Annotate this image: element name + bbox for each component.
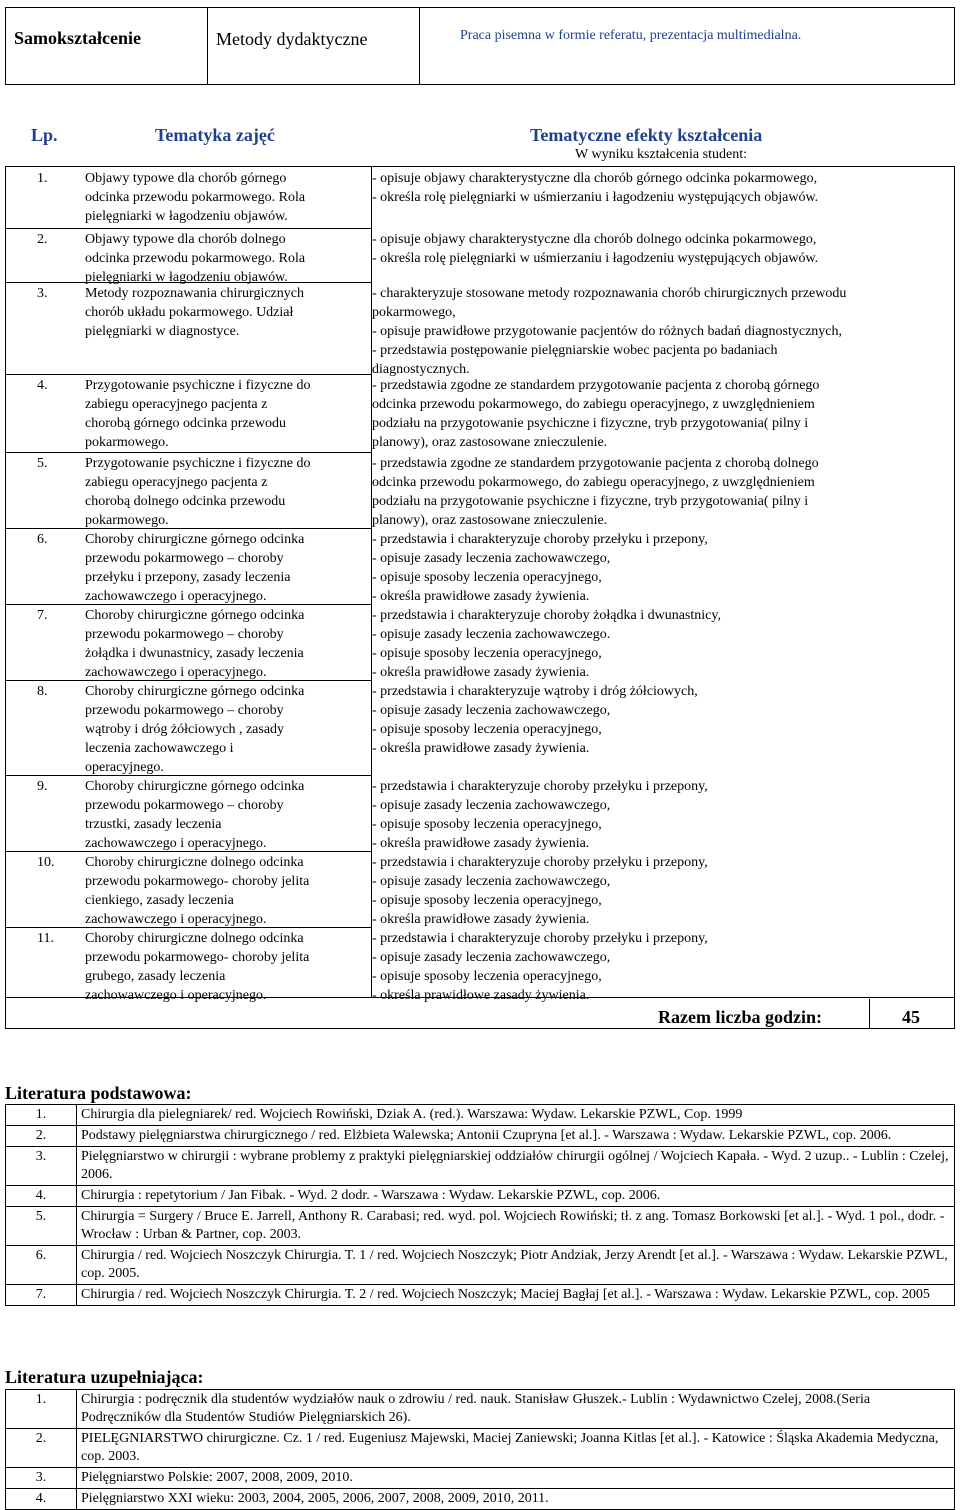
row-divider (6, 228, 371, 229)
literature-text: Podstawy pielęgniarstwa chirurgicznego / red. Elżbieta Walewska; Antonii Czupryna [et al.]. - Warszawa : Wydaw. Lekarskie PZWL, cop. 2006. (77, 1126, 955, 1147)
basic-literature-table (5, 1104, 955, 1306)
topic-effects: - przedstawia i charakteryzuje choroby przełyku i przepony, - opisuje zasady leczenia zachowawczego, - opisuje sposoby leczenia operacyjnego, - określa prawidłowe zasady żywienia. (372, 855, 708, 927)
total-hours-value: 45 (902, 1007, 920, 1027)
topic-text: Metody rozpoznawania chirurgicznych chorób układu pokarmowego. Udział pielęgniarki w diagnostyce. (85, 286, 304, 339)
topic-number: 9. (37, 779, 48, 794)
literature-text: Chirurgia / red. Wojciech Noszczyk Chirurgia. T. 2 / red. Wojciech Noszczyk; Maciej Bagłaj [et al.]. - Warszawa : Wydaw. Lekarskie PZWL, cop. 2005 (77, 1285, 955, 1306)
topic-text: Choroby chirurgiczne górnego odcinka przewodu pokarmowego – choroby wątroby i dróg żółciowych , zasady leczenia zachowawczego i operacyjnego. (85, 684, 305, 775)
self-study-label: Samokształcenie (6, 8, 208, 85)
literature-text: Chirurgia : podręcznik dla studentów wydziałów nauk o zdrowiu / red. nauk. Stanisław Głuszek.- Lublin : Wydawnictwo Czelej, 2008.(Seria Podręczników dla Studentów Studiów Pielęgniarskich 26). (77, 1390, 955, 1429)
topic-text: Choroby chirurgiczne dolnego odcinka przewodu pokarmowego- choroby jelita grubego, zasady leczenia zachowawczego i operacyjnego. (85, 931, 310, 1003)
literature-text: Pielęgniarstwo XXI wieku: 2003, 2004, 2005, 2006, 2007, 2008, 2009, 2010, 2011. (77, 1489, 955, 1510)
row-divider (6, 282, 371, 283)
topic-number: 8. (37, 684, 48, 699)
topic-number: 1. (37, 171, 48, 186)
row-divider (6, 528, 371, 529)
topic-effects: - przedstawia i charakteryzuje choroby żołądka i dwunastnicy, - opisuje zasady leczenia zachowawczego. - opisuje sposoby leczenia operacyjnego, - określa prawidłowe zasady żywienia. (372, 608, 721, 680)
literature-item (6, 1429, 955, 1468)
topic-text: Objawy typowe dla chorób dolnego odcinka przewodu pokarmowego. Rola pielęgniarki w łagodzeniu objawów. (85, 232, 306, 285)
literature-text: Chirurgia / red. Wojciech Noszczyk Chirurgia. T. 1 / red. Wojciech Noszczyk; Piotr Andziak, Jerzy Arendt [et al.]. - Warszawa : Wydaw. Lekarskie PZWL, cop. 2005. (77, 1246, 955, 1285)
topic-effects: - przedstawia zgodne ze standardem przygotowanie pacjenta z chorobą górnego odcinka przewodu pokarmowego, do zabiegu operacyjnego, z uwzględnieniem podziału na przygotowanie psychiczne i fizyczne, tryb przygotowania( pilny i planowy), oraz zastosowane znieczulenie. (372, 378, 820, 450)
topics-column-header: Tematyka zajęć (155, 125, 275, 145)
methods-value: Praca pisemna w formie referatu, prezentacja multimedialna. (420, 8, 955, 85)
literature-item (6, 1390, 955, 1429)
literature-number: 3. (6, 1468, 77, 1489)
literature-number: 7. (6, 1285, 77, 1306)
literature-item (6, 1105, 955, 1126)
row-divider (6, 927, 371, 928)
topic-text: Choroby chirurgiczne górnego odcinka przewodu pokarmowego – choroby przełyku i przepony, zasady leczenia zachowawczego i operacyjnego. (85, 532, 305, 604)
effects-column-header: Tematyczne efekty kształcenia (530, 125, 763, 145)
topic-number: 6. (37, 532, 48, 547)
literature-text: Chirurgia : repetytorium / Jan Fibak. - Wyd. 2 dodr. - Warszawa : Wydaw. Lekarskie PZWL, cop. 2006. (77, 1186, 955, 1207)
basic-literature-title: Literatura podstawowa: (5, 1083, 192, 1103)
literature-item (6, 1207, 955, 1246)
literature-number: 2. (6, 1126, 77, 1147)
literature-number: 1. (6, 1105, 77, 1126)
row-divider (6, 452, 371, 453)
literature-number: 3. (6, 1147, 77, 1186)
topic-text: Choroby chirurgiczne górnego odcinka przewodu pokarmowego – choroby żołądka i dwunastnicy, zasady leczenia zachowawczego i operacyjnego. (85, 608, 305, 680)
topic-number: 5. (37, 456, 48, 471)
topic-effects: - przedstawia i charakteryzuje choroby przełyku i przepony, - opisuje zasady leczenia zachowawczego, - opisuje sposoby leczenia operacyjnego, - określa prawidłowe zasady żywienia. (372, 931, 708, 1003)
row-divider (6, 680, 371, 681)
literature-item (6, 1186, 955, 1207)
topic-effects: - przedstawia i charakteryzuje choroby przełyku i przepony, - opisuje zasady leczenia zachowawczego, - opisuje sposoby leczenia operacyjnego, - określa prawidłowe zasady żywienia. (372, 779, 708, 851)
topic-text: Przygotowanie psychiczne i fizyczne do zabiegu operacyjnego pacjenta z chorobą górnego odcinka przewodu pokarmowego. (85, 378, 311, 450)
topic-number: 3. (37, 286, 48, 301)
topic-number: 2. (37, 232, 48, 247)
topic-effects: - opisuje objawy charakterystyczne dla chorób dolnego odcinka pokarmowego, - określa rolę pielęgniarki w uśmierzaniu i łagodzeniu występujących objawów. (372, 232, 819, 266)
total-hours-label: Razem liczba godzin: (658, 1007, 822, 1027)
topic-text: Choroby chirurgiczne dolnego odcinka przewodu pokarmowego- choroby jelita cienkiego, zasady leczenia zachowawczego i operacyjnego. (85, 855, 310, 927)
topic-number: 4. (37, 378, 48, 393)
literature-number: 4. (6, 1186, 77, 1207)
literature-number: 4. (6, 1489, 77, 1510)
topics-table (5, 166, 955, 1029)
literature-item (6, 1126, 955, 1147)
topic-effects: - charakteryzuje stosowane metody rozpoznawania chorób chirurgicznych przewodu pokarmowego, - opisuje prawidłowe przygotowanie pacjentów do różnych badań diagnostycznych, - przedstawia postępowanie pielęgniarskie wobec pacjenta po badaniach diagnostycznych. (372, 286, 847, 377)
row-divider (6, 604, 371, 605)
literature-text: PIELĘGNIARSTWO chirurgiczne. Cz. 1 / red. Eugeniusz Majewski, Maciej Zaniewski; Joanna Kitlas [et al.]. - Katowice : Śląska Akademia Medyczna, cop. 2003. (77, 1429, 955, 1468)
literature-item (6, 1468, 955, 1489)
row-divider (6, 851, 371, 852)
methods-label: Metody dydaktyczne (208, 8, 420, 85)
topic-text: Przygotowanie psychiczne i fizyczne do zabiegu operacyjnego pacjenta z chorobą dolnego odcinka przewodu pokarmowego. (85, 456, 311, 528)
topic-effects: - przedstawia i charakteryzuje choroby przełyku i przepony, - opisuje zasady leczenia zachowawczego, - opisuje sposoby leczenia operacyjnego, - określa prawidłowe zasady żywienia. (372, 532, 708, 604)
literature-item (6, 1246, 955, 1285)
effects-subheader: W wyniku kształcenia student: (575, 147, 747, 162)
topic-number: 11. (37, 931, 54, 946)
literature-number: 1. (6, 1390, 77, 1429)
literature-item (6, 1147, 955, 1186)
supplementary-literature-title: Literatura uzupełniająca: (5, 1367, 204, 1387)
literature-number: 6. (6, 1246, 77, 1285)
literature-item (6, 1489, 955, 1510)
row-divider (6, 374, 371, 375)
row-divider (6, 775, 371, 776)
literature-item (6, 1285, 955, 1306)
literature-number: 5. (6, 1207, 77, 1246)
topic-text: Objawy typowe dla chorób górnego odcinka przewodu pokarmowego. Rola pielęgniarki w łagodzeniu objawów. (85, 171, 306, 224)
supplementary-literature-table (5, 1389, 955, 1510)
topic-effects: - przedstawia zgodne ze standardem przygotowanie pacjenta z chorobą dolnego odcinka przewodu pokarmowego, do zabiegu operacyjnego, z uwzględnieniem podziału na przygotowanie psychiczne i fizyczne, tryb przygotowania( pilny i planowy), oraz zastosowane znieczulenie. (372, 456, 819, 528)
method-table (5, 7, 955, 85)
literature-number: 2. (6, 1429, 77, 1468)
literature-text: Pielęgniarstwo Polskie: 2007, 2008, 2009, 2010. (77, 1468, 955, 1489)
literature-text: Chirurgia dla pielegniarek/ red. Wojciech Rowiński, Dziak A. (red.). Warszawa: Wydaw. Lekarskie PZWL, Cop. 1999 (77, 1105, 955, 1126)
literature-text: Pielęgniarstwo w chirurgii : wybrane problemy z praktyki pielęgniarskiej oddziałów chirurgii ogólnej / Wojciech Kapała. - Wyd. 2 uzup.. - Lublin : Czelej, 2006. (77, 1147, 955, 1186)
lp-header: Lp. (31, 125, 58, 145)
literature-text: Chirurgia = Surgery / Bruce E. Jarrell, Anthony R. Carabasi; red. wyd. pol. Wojciech Rowiński; tł. z ang. Tomasz Borkowski [et al.]. - Wyd. 1 pol., dodr. - Wrocław : Urban & Partner, cop. 2003. (77, 1207, 955, 1246)
topic-number: 10. (37, 855, 55, 870)
topic-effects: - opisuje objawy charakterystyczne dla chorób górnego odcinka pokarmowego, - określa rolę pielęgniarki w uśmierzaniu i łagodzeniu występujących objawów. (372, 171, 819, 205)
topic-text: Choroby chirurgiczne górnego odcinka przewodu pokarmowego – choroby trzustki, zasady leczenia zachowawczego i operacyjnego. (85, 779, 305, 851)
topic-effects: - przedstawia i charakteryzuje wątroby i dróg żółciowych, - opisuje zasady leczenia zachowawczego, - opisuje sposoby leczenia operacyjnego, - określa prawidłowe zasady żywienia. (372, 684, 698, 756)
topic-number: 7. (37, 608, 48, 623)
